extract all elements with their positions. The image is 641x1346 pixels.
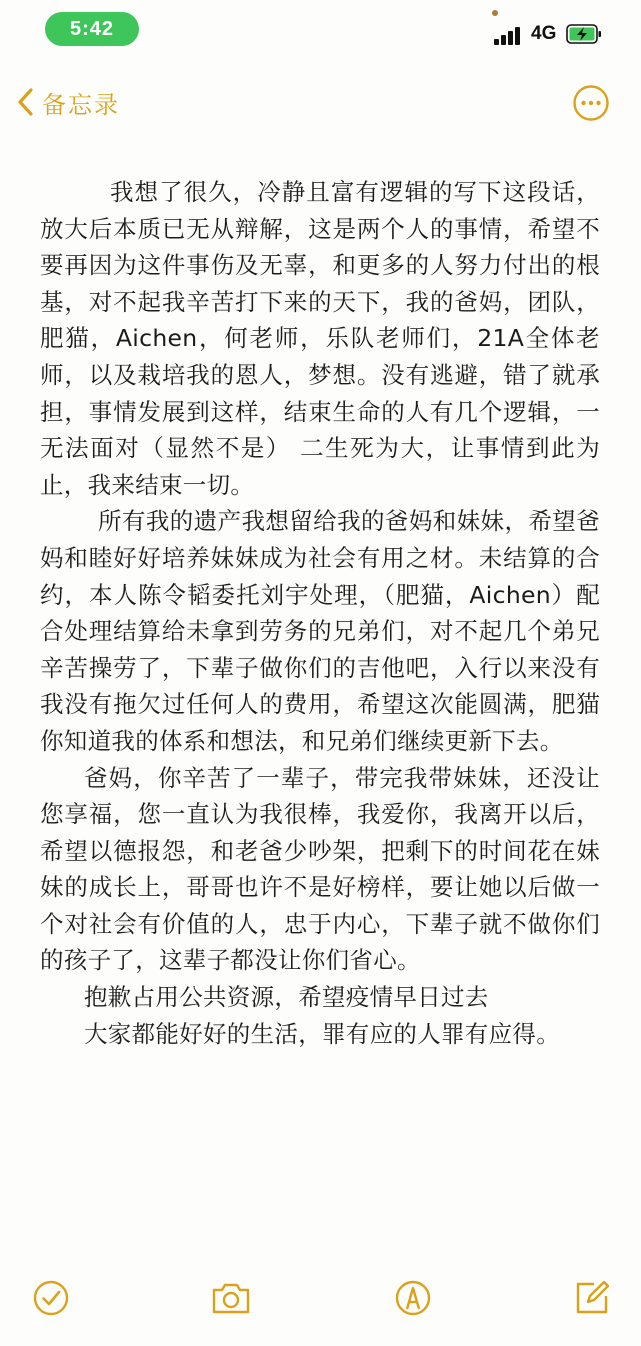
back-label: 备忘录 — [42, 90, 120, 119]
status-time: 5:42 — [45, 12, 139, 46]
camera-icon[interactable] — [210, 1278, 252, 1318]
note-paragraph: 所有我的遗产我想留给我的爸妈和妹妹，希望爸妈和睦好好培养妹妹成为社会有用之材。未结算的合约，本人陈令韬委托刘宇处理，（肥猫，Aichen）配合处理结算给未拿到劳务的兄弟们，对不起几个弟兄辛苦操劳了，下辈子做你们的吉他吧，入行以来没有我没有拖欠过任何人的费用，希望这次能圆满，肥猫你知道我的体系和想法，和兄弟们继续更新下去。 — [40, 507, 600, 755]
bottom-toolbar — [0, 1278, 641, 1328]
status-bar — [0, 0, 641, 64]
navigation-bar — [0, 78, 641, 128]
note-body[interactable] — [40, 174, 600, 1052]
back-button[interactable] — [16, 82, 120, 122]
battery-charging-icon — [566, 24, 602, 44]
network-type: 4G — [531, 23, 557, 44]
location-dot-icon — [492, 10, 498, 16]
note-paragraph: 大家都能好好的生活，罪有应的人罪有应得。 — [84, 1019, 560, 1048]
markup-pen-icon[interactable] — [393, 1278, 433, 1318]
note-paragraph: 抱歉占用公共资源，希望疫情早日过去 — [84, 983, 489, 1012]
signal-strength-icon — [494, 25, 524, 45]
note-paragraph: 爸妈，你辛苦了一辈子，带完我带妹妹，还没让您享福，您一直认为我很棒，我爱你，我离开以后，希望以德报怨，和老爸少吵架，把剩下的时间花在妹妹的成长上，哥哥也许不是好榜样，要让她以后做一个对社会有价值的人，忠于内心，下辈子就不做你们的孩子了，这辈子都没让你们省心。 — [40, 763, 600, 975]
note-paragraph: 我想了很久，冷静且富有逻辑的写下这段话，放大后本质已无从辩解，这是两个人的事情，希望不要再因为这件事伤及无辜，和更多的人努力付出的根基，对不起我辛苦打下来的天下，我的爸妈，团队，肥猫，Aichen，何老师，乐队老师们，21A全体老师，以及栽培我的恩人，梦想。没有逃避，错了就承担，事情发展到这样，结束生命的人有几个逻辑，一无法面对（显然不是） 二生死为大，让事情到此为止，我来结束一切。 — [40, 178, 600, 499]
checklist-icon[interactable] — [31, 1278, 71, 1318]
compose-icon[interactable] — [572, 1278, 612, 1318]
ellipsis-circle-icon[interactable] — [572, 84, 610, 122]
chevron-left-icon — [16, 87, 34, 117]
